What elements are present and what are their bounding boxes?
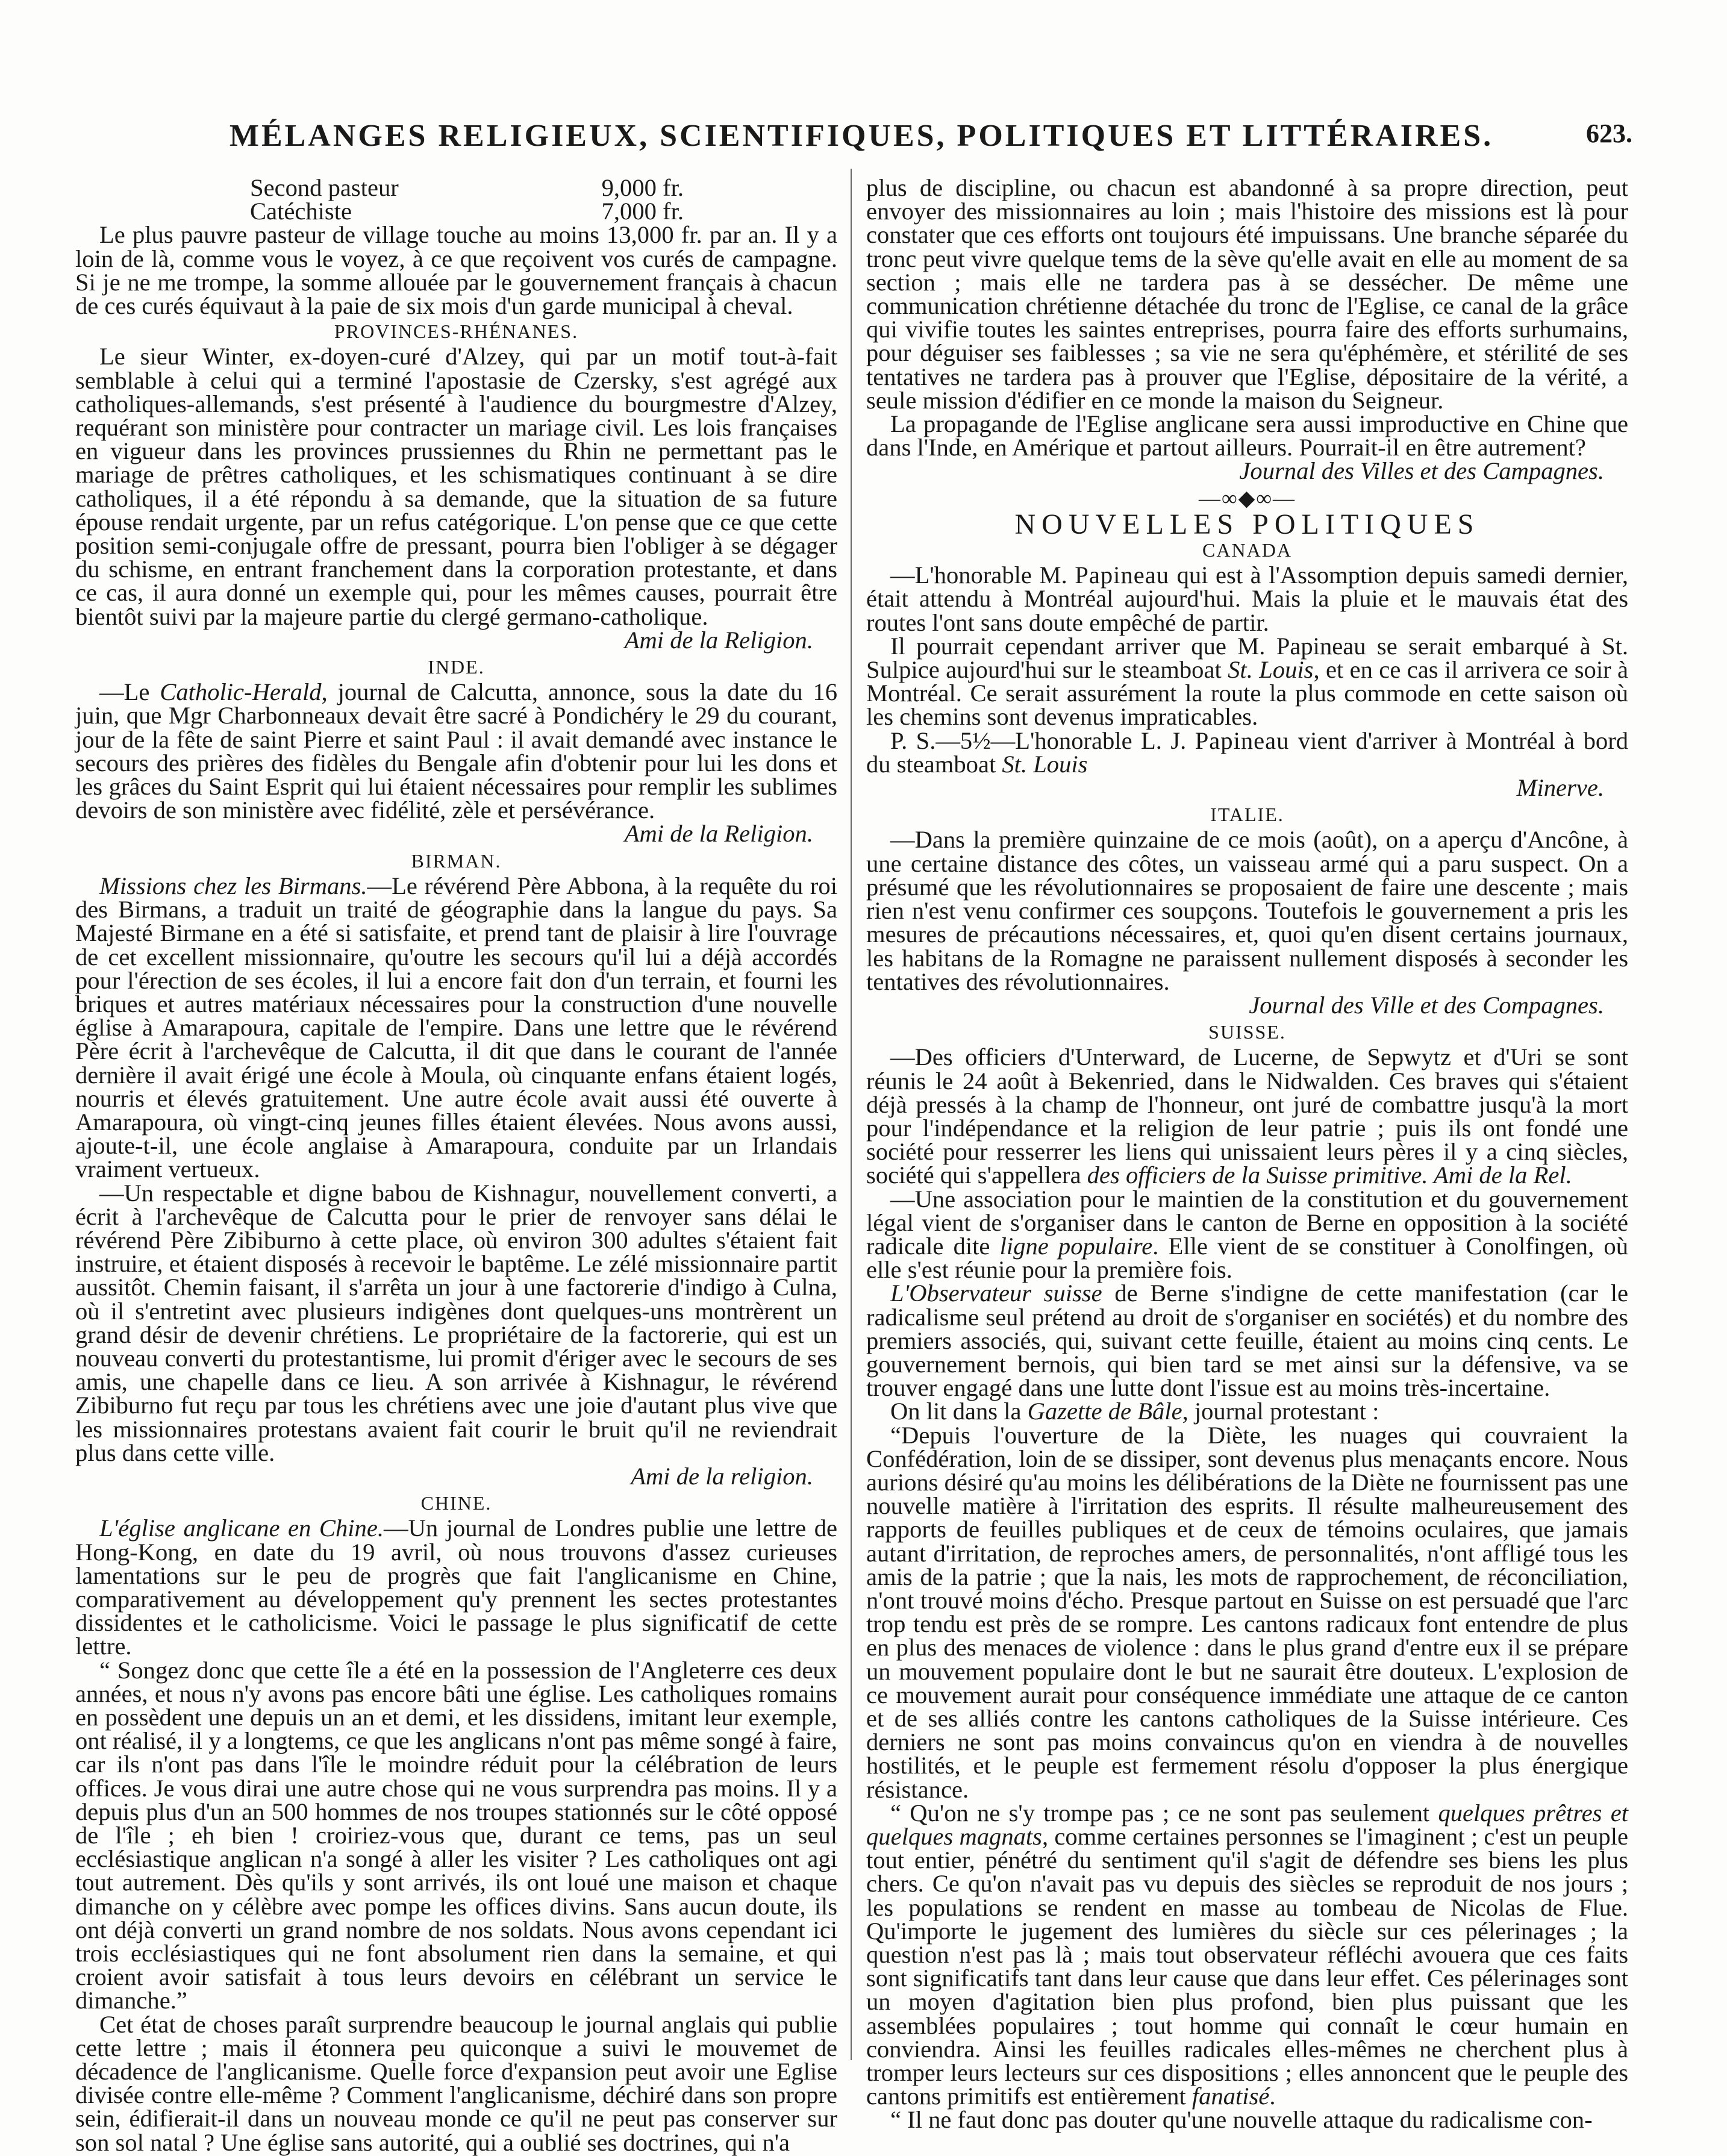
- text-span: P. S.—5½—L'honorable L. J.: [890, 726, 1195, 754]
- quoted-paragraph: “Depuis l'ouverture de la Diète, les nuages qui couvraient la Confédération, loin de se dissiper, sont devenus plus menaçants encore. Nous aurions désiré qu'au moins les délibérations de la Diète ne fournissent pas une nouvelle matière à l'irritation des esprits. Il résulte malheureusement des rapports de feuilles publiques et de ceux de témoins oculaires, que jamais autant d'irritation, de reproches amers, de personnalités, n'ont affligé tous les amis de la patrie ; que la nais, les mots de rapprochement, de réconciliation, n'ont trouvé moins d'écho. Presque partout en Suisse on est persuadé que l'arc trop tendu est près de se rompre. Les cantons radicaux font entendre de plus en plus des menaces de violence : dans le plus grand d'entre eux il se prépare un mouvement populaire dont le but ne saurait être douteux. L'explosion de ce mouvement aurait pour conséquence immédiate une attaque de ce canton et de ses alliés contre les cantons catholiques de la Suisse intérieure. Ces derniers ne sont pas moins convaincus qu'on en viendra à de nouvelles hostilités, et le peuple est fermement résolu d'opposer la plus énergique résistance.: [866, 1421, 1628, 1803]
- paragraph: —Un respectable et digne babou de Kishnagur, nouvellement converti, a écrit à l'archevêque de Calcutta pour le prier de renvoyer sans délai le révérend Père Zibiburno à cette place, où environ 300 adultes s'étaient fait instruire, et étaient disposés à recevoir le baptême. Le zélé missionnaire partit aussitôt. Chemin faisant, il s'arrêta un jour à une factorerie d'indigo à Culna, où il s'entretint avec plusieurs indigènes dont quelques-uns montrèrent un grand désir de devenir chrétiens. Le propriétaire de la factorerie, qui est un nouveau converti du protestantisme, lui promit d'ériger avec le secours de ses amis, une chapelle dans ce lieu. A son arrivée à Kishnagur, le révérend Zibiburno fut reçu par tous les chrétiens avec une joie d'autant plus vive que les missionnaires protestans avaient fait courir le bruit qu'il ne reviendrait plus dans cette ville.: [75, 1179, 837, 1466]
- paragraph: [866, 1399, 1628, 1423]
- text-span: —Le révérend Père Abbona, à la requête du roi des Birmans, a traduit un traité de géographie dans la langue du pays. Sa Majesté Birmane en a été si satisfaite, et prend tant de plaisir à lire l'ouvrage de cet excellent missionnaire, qu'outre les secours qu'il lui a déjà accordés pour l'érection de ses écoles, il lui a encore fait don d'un terrain, et fourni les briques et autres matériaux nécessaires pour la construction d'une nouvelle église à Amarapoura, capitale de l'empire. Dans une lettre que le révérend Père écrit à l'archevêque de Calcutta, il dit que dans le courant de l'année dernière il avait érigé une école à Moula, où cinquante enfans étaient logés, nourris et élevés gratuitement. Une autre école avait aussi été ouverte à Amarapoura, où vingt-cinq jeunes filles étaient élevées. Nous avons aussi, ajoute-t-il, une école anglaise à Amarapoura, conduite par un Irlandais vraiment vertueux.: [75, 872, 837, 1183]
- article-title: L'église anglicane en Chine.: [99, 1514, 384, 1542]
- text-span: —Un journal de Londres publie une lettre de Hong-Kong, en date du 19 avril, où nous trouvons d'assez curieuses lamentations sur le peu de progrès que fait l'anglicanisme en Chine, comparativement au développement qu'y prennent les sectes protestantes dissidentes et le catholicisme. Voici le passage le plus significatif de cette lettre.: [75, 1514, 837, 1660]
- ornament-divider: —∞◆∞—: [1198, 486, 1296, 510]
- quoted-paragraph: [866, 1801, 1628, 2108]
- ship-name: St. Louis: [1002, 750, 1088, 778]
- paragraph: [866, 634, 1628, 729]
- text-span: , journal protestant :: [1182, 1398, 1379, 1425]
- salary-amount: 7,000 fr.: [601, 198, 684, 225]
- section-heading-inde: INDE.: [428, 656, 485, 678]
- text-span: qui est à l'Assomption depuis samedi dernier, était attendu à Montréal aujourd'hui. Mais la pluie et le mauvais état des routes l'ont sans doute empêché de partir.: [866, 561, 1628, 636]
- person-name: Papineau: [1195, 726, 1290, 754]
- source-attribution: Minerve.: [1516, 774, 1604, 802]
- column-divider: [851, 169, 852, 2060]
- source-attribution: Journal des Ville et des Compagnes.: [1249, 991, 1604, 1019]
- section-heading-suisse: SUISSE.: [1208, 1021, 1286, 1043]
- ship-name: St. Louis: [1228, 656, 1314, 684]
- text-span: —Des officiers d'Unterward, de Lucerne, de Sepwytz et d'Uri se sont réunis le 24 août à Bekenried, dans le Nidwalden. Ces braves qui s'étaient déjà pressés à la champ de l'honneur, ont juré de combattre jusqu'à la mort pour l'indépendance et la religion de leur patrie ; puis ils ont fondé une société pour resserrer les liens qui unissaient leurs pères il y a cinq siècles, société qui s'appellera: [866, 1043, 1628, 1189]
- section-heading-birman: BIRMAN.: [411, 849, 502, 872]
- quoted-paragraph: “ Il ne faut donc pas douter qu'une nouvelle attaque du radicalisme con-: [890, 2106, 1593, 2134]
- section-heading-italie: ITALIE.: [1210, 804, 1284, 826]
- paragraph: [866, 563, 1628, 634]
- paragraph: La propagande de l'Eglise anglicane sera aussi improductive en Chine que dans l'Inde, en Amérique et partout ailleurs. Pourrait-il en être autrement?: [866, 410, 1628, 461]
- text-span: .: [1269, 2083, 1276, 2110]
- text-span: , et en ce cas il arrivera ce soir à Montréal. Ce serait assurément la route la plus commode en cette saison où les chemins sont devenus impraticables.: [866, 656, 1628, 731]
- journal-name: Catholic-Herald: [160, 678, 322, 706]
- source-attribution-inline: Ami de la Rel.: [1428, 1161, 1572, 1189]
- emphasis: quelques prêtres et quelques magnats: [866, 1799, 1628, 1851]
- emphasis: fanatisé: [1191, 2083, 1270, 2110]
- salary-label: Catéchiste: [250, 198, 352, 225]
- quoted-letter: “ Songez donc que cette île a été en la possession de l'Angleterre ces deux années, et nous n'y avons pas encore bâti une église. Les catholiques romains en possèdent une depuis un an et demi, et les dissidens, imitant leur exemple, ont réalisé, il y a longtems, ce que les anglicans n'ont pas même songé à faire, car ils n'ont pas dans l'île le moindre réduit pour la célébration de leurs offices. Je vous dirai une autre chose qui ne vous surprendra pas moins. Il y a depuis plus d'un an 500 hommes de nos troupes stationnés sur le côté opposé de l'île ; eh bien ! croiriez-vous que, durant ce tems, pas un seul ecclésiastique anglican n'a songé à aller les visiter ? Les catholiques ont agi tout autrement. Dès qu'ils y sont arrivés, ils ont loué une maison et chaque dimanche on y célèbre avec pompe les offices divins. Sans aucun doute, ils ont déjà converti un grand nombre de nos soldats. Nous avons cependant ici trois ecclésiastiques qui ne font absolument rien dans la semaine, et qui croient avoir satisfait à tous leurs devoirs en célébrant un service le dimanche.”: [75, 1656, 837, 2014]
- society-name: ligne populaire: [999, 1232, 1153, 1260]
- person-name: Papineau: [1075, 561, 1170, 589]
- paragraph: [75, 1516, 837, 1658]
- source-attribution: Ami de la Religion.: [624, 820, 813, 848]
- section-title-nouvelles: NOUVELLES POLITIQUES: [1014, 508, 1480, 540]
- paragraph: [866, 1045, 1628, 1187]
- left-column: [75, 174, 837, 2156]
- journal-name: Gazette de Bâle: [1027, 1398, 1182, 1425]
- society-name: des officiers de la Suisse primitive.: [1087, 1161, 1428, 1189]
- paragraph: Le plus pauvre pasteur de village touche au moins 13,000 fr. par an. Il y a loin de là, comme vous le voyez, à ce que reçoivent vos curés de campagne. Si je ne me trompe, la somme allouée par le gouvernement français à chacun de ces curés équivaut à la paie de six mois d'un garde municipal à cheval.: [75, 221, 837, 320]
- paragraph: [866, 1187, 1628, 1282]
- text-span: de Berne s'indigne de cette manifestation (car le radicalisme seul prétend au droit de s'organiser en sociétés) et du nombre des premiers associés, qui, suivant cette feuille, étaient au moins cinq cents. Le gouvernement bernois, qui bien tard se met ainsi sur la défensive, va se trouver engagé dans une lutte dont l'issue est au moins très-incertaine.: [866, 1280, 1628, 1402]
- page-number: 623.: [1586, 119, 1632, 148]
- text-span: —Le: [99, 678, 160, 706]
- section-heading-chine: CHINE.: [420, 1492, 492, 1514]
- source-attribution: Ami de la Religion.: [624, 626, 813, 654]
- paragraph: [866, 1280, 1628, 1402]
- text-span: , comme certaines personnes se l'imaginent ; c'est un peuple tout entier, pénétré du sentiment qu'il s'agit de défendre ses biens les plus chers. Ce qu'on n'avait pas vu depuis des siècles se reproduit de nos jours ; les populations se rendent en masse au tombeau de Nicolas de Flue. Qu'importe le jugement des lumières du siècle sur ces pélerinages ; la question n'est pas là ; mais tout observateur réfléchi avouera que ces faits sont significatifs tant dans leur cause que dans leur effet. Ces pélerinages sont un moyen d'agitation bien plus profond, bien plus puissant que les assemblées populaires ; tout homme qui connaît le cœur humain en conviendra. Ainsi les feuilles radicales elles-mêmes ne cherchent plus à tromper leurs lecteurs sur ces dispositions ; elles annoncent que le peuple des cantons primitifs est entièrement: [866, 1823, 1628, 2110]
- paragraph: [866, 726, 1628, 778]
- paragraph: [75, 680, 837, 822]
- right-column: [866, 174, 1628, 2134]
- source-attribution: Journal des Villes et des Campagnes.: [1239, 457, 1604, 485]
- text-span: On lit dans la: [890, 1398, 1028, 1425]
- running-title: MÉLANGES RELIGIEUX, SCIENTIFIQUES, POLITIQUES ET LITTÉRAIRES.: [229, 119, 1494, 153]
- source-attribution: Ami de la religion.: [631, 1462, 813, 1490]
- section-heading-canada: CANADA: [1202, 539, 1292, 561]
- text-span: Il pourrait cependant arriver que M. Papineau se serait embarqué à St. Sulpice aujourd'hui sur le steamboat: [866, 632, 1628, 684]
- paragraph: Cet état de choses paraît surprendre beaucoup le journal anglais qui publie cette lettre ; mais il étonnera peu quiconque a suivi le mouvemet de décadence de l'anglicanisme. Quelle force d'expansion peut avoir une Eglise divisée contre elle-même ? Comment l'anglicanisme, déchiré dans son propre sein, édifierait-il dans un nouveau monde ce qu'il ne peut pas conserver sur son sol natal ? Une église sans autorité, qui a oublié ses doctrines, qui n'a: [75, 2010, 837, 2156]
- salary-row: [75, 199, 837, 223]
- text-span: —L'honorable M.: [890, 561, 1075, 589]
- journal-name: L'Observateur suisse: [890, 1280, 1102, 1307]
- text-span: “ Qu'on ne s'y trompe pas ; ce ne sont pas seulement: [890, 1799, 1438, 1826]
- salary-row: [75, 176, 837, 199]
- salary-label: Second pasteur: [250, 174, 399, 201]
- text-span: . Elle vient de se constituer à Conolfingen, où elle s'est réunie pour la première fois.: [866, 1232, 1628, 1284]
- article-title: Missions chez les Birmans.: [99, 872, 367, 899]
- text-span: , journal de Calcutta, annonce, sous la date du 16 juin, que Mgr Charbonneaux devait être sacré à Pondichéry le 29 du courant, jour de la fête de saint Pierre et saint Paul : il avait demandé avec instance le secours des prières des fidèles du Bengale afin d'obtenir pour lui les dons et les grâces du Saint Esprit qui lui étaient nécessaires pour remplir les sublimes devoirs de son ministère avec fidélité, zèle et persévérance.: [75, 678, 837, 824]
- paragraph: —Dans la première quinzaine de ce mois (août), on a aperçu d'Ancône, à une certaine distance des côtes, un vaisseau armé qui a paru suspect. On a présumé que les révolutionnaires se proposaient de faire une descente ; mais rien n'est venu confirmer ces soupçons. Toutefois le gouvernement a pris les mesures de précautions nécessaires, et, quoi qu'en disent certains journaux, les habitans de la Romagne ne paraissent nullement disposés à seconder les tentatives des révolutionnaires.: [866, 826, 1628, 995]
- section-heading-provinces: PROVINCES-RHÉNANES.: [334, 320, 579, 343]
- paragraph: Le sieur Winter, ex-doyen-curé d'Alzey, qui par un motif tout-à-fait semblable à celui qui a terminé l'apostasie de Czersky, s'est agrégé aux catholiques-allemands, s'est présenté à l'audience du bourgmestre d'Alzey, requérant son ministère pour contracter un mariage civil. Les lois françaises en vigueur dans les provinces prussiennes du Rhin ne permettant pas le mariage de prêtres catholiques, et les schismatiques continuant à se dire catholiques, il a été répondu à sa demande, que la situation de sa future épouse rendait urgente, par un refus catégorique. L'on pense que ce que cette position semi-conjugale offre de pressant, pourra bien l'obliger à se dégager du schisme, en entrant franchement dans la corporation protestante, et dans ce cas, il aura donné un exemple qui, pour les mêmes causes, pourrait être bientôt suivi par la majeure partie du clergé germano-catholique.: [75, 343, 837, 630]
- paragraph: plus de discipline, ou chacun est abandonné à sa propre direction, peut envoyer des missionnaires au loin ; mais l'histoire des missions est là pour constater que ces efforts ont toujours été impuissans. Une branche séparée du tronc peut vivre quelque tems de la sève qu'elle avait en elle au moment de sa section ; mais elle ne tardera pas à se dessécher. De même une communication chrétienne détachée du tronc de l'Eglise, ce canal de la grâce qui vivifie toutes les saintes entreprises, pourra faire des efforts surhumains, pour déguiser ses faiblesses ; sa vie ne sera qu'éphémère, et stérilité de ses tentatives ne tardera pas à prouver que l'Eglise, dépositaire de la vérité, a seule mission d'édifier en ce monde la maison du Seigneur.: [866, 174, 1628, 414]
- salary-amount: 9,000 fr.: [601, 174, 684, 201]
- paragraph: [75, 874, 837, 1181]
- text-span: vient d'arriver à Montréal à bord du steamboat: [866, 726, 1628, 778]
- text-span: —Une association pour le maintien de la constitution et du gouvernement légal vient de s'organiser dans le canton de Berne en opposition à la société radicale dite: [866, 1185, 1628, 1260]
- page-header: [90, 107, 1632, 155]
